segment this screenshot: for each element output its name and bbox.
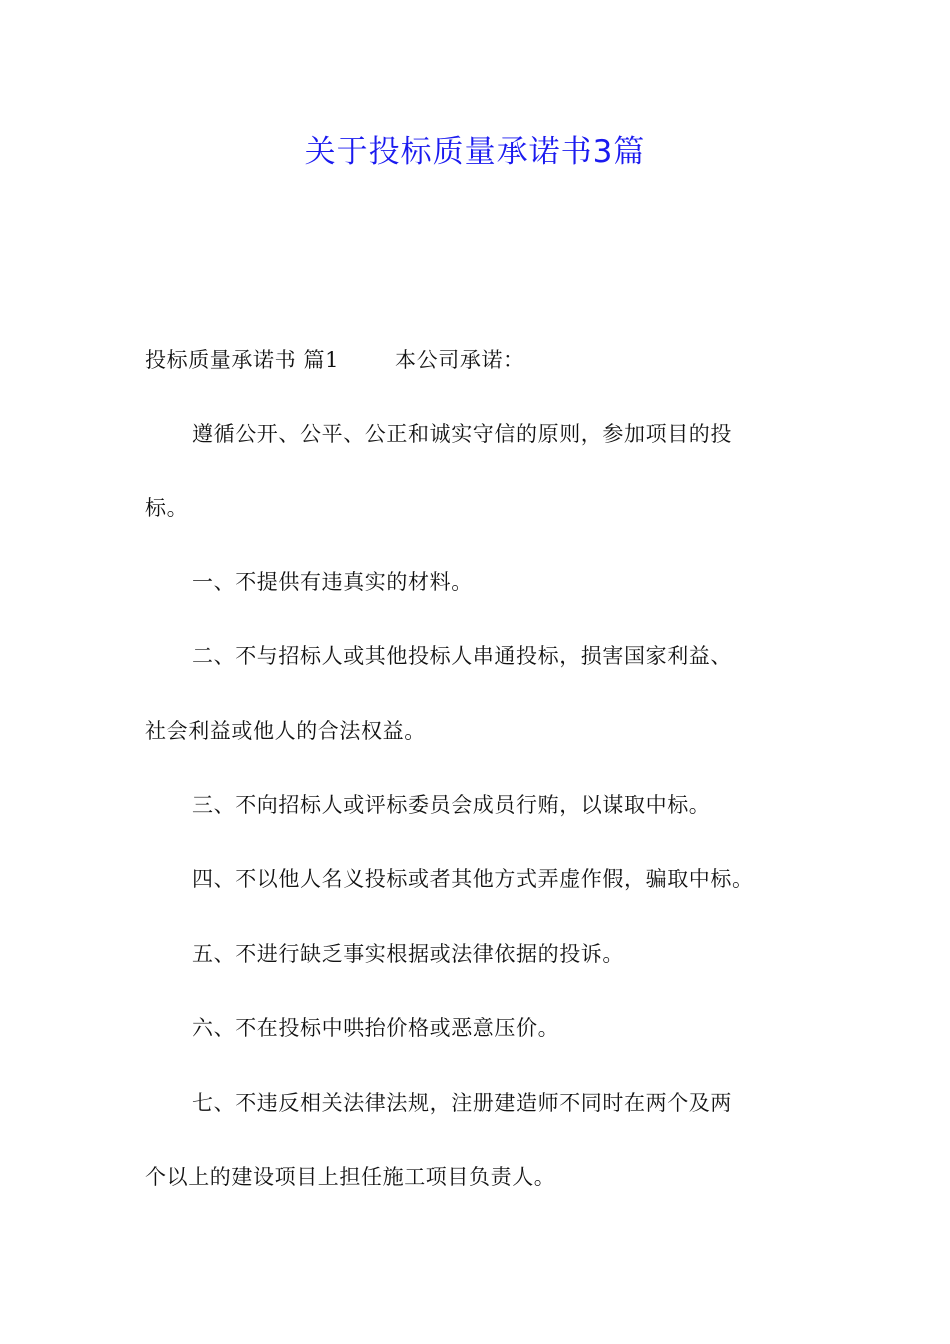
paragraph-line: 五、不进行缺乏事实根据或法律依据的投诉。: [192, 942, 624, 966]
paragraph-line: 标。: [145, 496, 189, 520]
paragraph-line: 遵循公开、公平、公正和诚实守信的原则，参加项目的投: [192, 422, 732, 446]
paragraph-line: 四、不以他人名义投标或者其他方式弄虚作假，骗取中标。: [192, 867, 754, 891]
section-heading-line: [145, 344, 525, 376]
section-part-label: 投标质量承诺书 篇1: [145, 348, 340, 372]
paragraph-line: 七、不违反相关法律法规，注册建造师不同时在两个及两: [192, 1091, 732, 1115]
section-intro: 本公司承诺：: [395, 348, 525, 372]
paragraph-line: 六、不在投标中哄抬价格或恶意压价。: [192, 1016, 560, 1040]
paragraph-line: 社会利益或他人的合法权益。: [145, 719, 426, 743]
document-title: 关于投标质量承诺书3篇: [304, 134, 646, 170]
paragraph-line: 三、不向招标人或评标委员会成员行贿，以谋取中标。: [192, 793, 711, 817]
paragraph-line: 二、不与招标人或其他投标人串通投标，损害国家利益、: [192, 644, 732, 668]
paragraph-line: 个以上的建设项目上担任施工项目负责人。: [145, 1165, 556, 1189]
paragraph-line: 一、不提供有违真实的材料。: [192, 570, 473, 594]
